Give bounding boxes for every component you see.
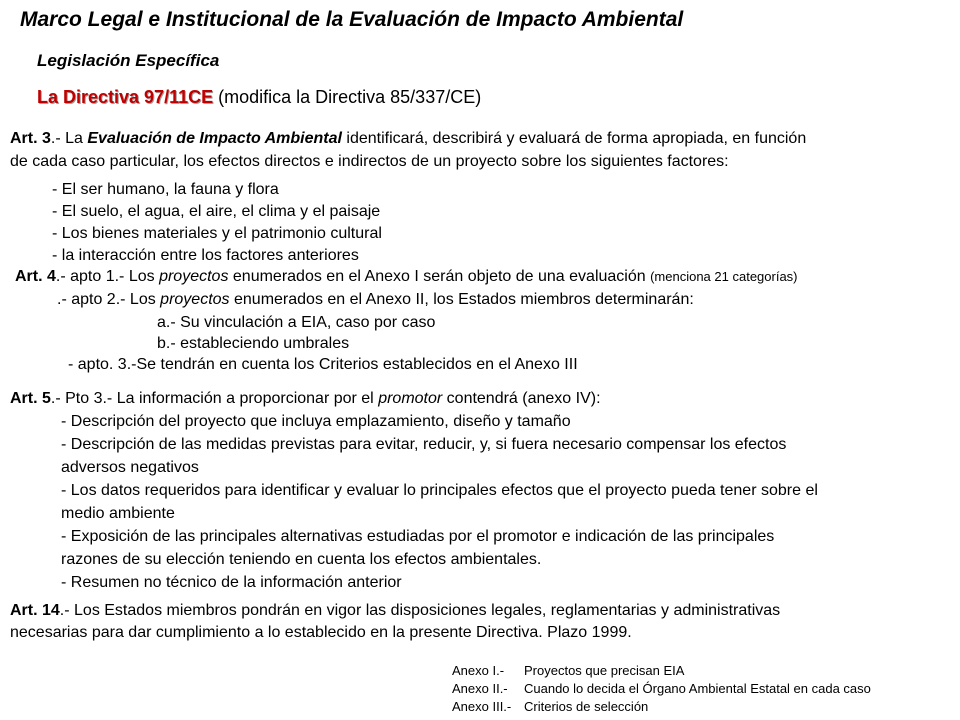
annex-key: Anexo III.- bbox=[452, 699, 512, 714]
article-4 bbox=[15, 266, 798, 287]
art3-number: Art. 3 bbox=[10, 130, 51, 147]
art5-number: Art. 5 bbox=[10, 390, 51, 407]
annex-item: Anexo II.- Cuando lo decida el Órgano Ambiental Estatal en cada caso bbox=[452, 681, 871, 696]
art5-line: razones de su elección teniendo en cuenta los efectos ambientales. bbox=[61, 551, 542, 568]
art5-line: - Descripción del proyecto que incluya emplazamiento, diseño y tamaño bbox=[61, 413, 571, 430]
art3-factor-item: - la interacción entre los factores anteriores bbox=[52, 247, 359, 264]
art3-factor-item: - El suelo, el agua, el aire, el clima y el paisaje bbox=[52, 203, 381, 220]
art5-line: adversos negativos bbox=[61, 459, 199, 476]
article-3 bbox=[10, 127, 806, 173]
art14-number: Art. 14 bbox=[10, 602, 60, 619]
directive-heading bbox=[37, 87, 481, 108]
article-14 bbox=[10, 600, 780, 644]
annex-item: Anexo III.- Criterios de selección bbox=[452, 699, 649, 714]
art4-sub-b: b.- estableciendo umbrales bbox=[157, 335, 350, 352]
art3-line-2: de cada caso particular, los efectos directos e indirectos de un proyecto sobre los siguientes factores: bbox=[10, 153, 729, 170]
art3-factor-item: - El ser humano, la fauna y flora bbox=[52, 181, 279, 198]
art4-number: Art. 4 bbox=[15, 268, 56, 285]
art4-apto-2: .- apto 2.- Los proyectos enumerados en el Anexo II, los Estados miembros determinarán: bbox=[57, 291, 694, 308]
art3-factor-item: - Los bienes materiales y el patrimonio cultural bbox=[52, 225, 382, 242]
art5-line: - Exposición de las principales alternativas estudiadas por el promotor e indicación de las principales bbox=[61, 528, 775, 545]
art4-apto-1: Art. 4.- apto 1.- Los proyectos enumerados en el Anexo I serán objeto de una evaluación (menciona 21 categorías) bbox=[15, 268, 798, 285]
art5-line: - Los datos requeridos para identificar y evaluar lo principales efectos que el proyecto pueda tener sobre el bbox=[61, 482, 818, 499]
art4-apto-3: - apto. 3.-Se tendrán en cuenta los Criterios establecidos en el Anexo III bbox=[68, 356, 578, 373]
directive-note: (modifica la Directiva 85/337/CE) bbox=[213, 87, 482, 107]
annex-legend bbox=[452, 662, 871, 716]
art4-note: (menciona 21 categorías) bbox=[650, 269, 798, 284]
annex-key: Anexo I.- bbox=[452, 663, 505, 678]
art14-line-2: necesarias para dar cumplimiento a lo establecido en la presente Directiva. Plazo 1999. bbox=[10, 624, 632, 641]
art3-line-1: Art. 3.- La Evaluación de Impacto Ambiental identificará, describirá y evaluará de forma apropiada, en función bbox=[10, 130, 807, 147]
art5-line: - Resumen no técnico de la información anterior bbox=[61, 574, 402, 591]
art3-factor-list bbox=[52, 179, 382, 267]
annex-key: Anexo II.- bbox=[452, 681, 508, 696]
annex-item: Anexo I.- Proyectos que precisan EIA bbox=[452, 663, 685, 678]
art5-content-list bbox=[61, 410, 818, 594]
article-5-intro: Art. 5.- Pto 3.- La información a proporcionar por el promotor contendrá (anexo IV): bbox=[10, 390, 601, 407]
art3-term: Evaluación de Impacto Ambiental bbox=[87, 130, 342, 147]
section-subtitle: Legislación Específica bbox=[37, 51, 220, 70]
art4-sub-a: a.- Su vinculación a EIA, caso por caso bbox=[157, 314, 436, 331]
directive-name: La Directiva 97/11CE bbox=[37, 87, 214, 107]
art5-line: - Descripción de las medidas previstas para evitar, reducir, y, si fuera necesario compensar los efectos bbox=[61, 436, 787, 453]
art5-line: medio ambiente bbox=[61, 505, 175, 522]
page-title: Marco Legal e Institucional de la Evaluación de Impacto Ambiental bbox=[20, 8, 684, 31]
art14-line-1: Art. 14.- Los Estados miembros pondrán en vigor las disposiciones legales, reglamentarias y administrativas bbox=[10, 602, 781, 619]
